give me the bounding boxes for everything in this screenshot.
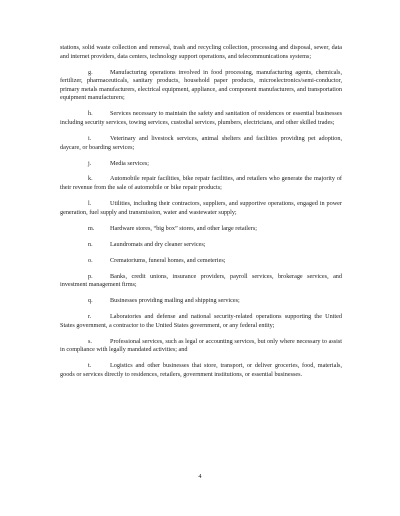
item-letter: k. — [88, 175, 93, 183]
item-letter: p. — [88, 272, 93, 280]
item-text: Veterinary and livestock services, animal shelters and facilities providing pet adoption, daycare, or boarding services; — [60, 134, 342, 151]
item-letter: g. — [88, 68, 93, 76]
list-item-p — [60, 273, 342, 290]
item-text: Professional services, such as legal or accounting services, but only where necessary to assist in compliance with legally mandated activities; and — [60, 337, 342, 354]
item-text: Manufacturing operations involved in food processing, manufacturing agents, chemicals, fertilizer, pharmaceuticals, sanitary products, household paper products, microelectronics/semi-conductor, primary metals manufacturers, electrical equipment, appliance, and component manufacturers, and transportation equipment manufacturers; — [60, 68, 342, 102]
item-text: Hardware stores, “big box” stores, and other large retailers; — [110, 224, 257, 232]
list-item-t — [60, 362, 342, 379]
item-letter: l. — [88, 200, 92, 208]
item-text: Media services; — [110, 159, 150, 167]
list-item-r — [60, 313, 342, 330]
item-text: Crematoriums, funeral homes, and cemeteries; — [110, 256, 226, 264]
list-item-h — [60, 110, 342, 127]
list-item-k — [60, 175, 342, 192]
list-item-i — [60, 135, 342, 152]
list-item-m — [60, 225, 342, 234]
item-text: Utilities, including their contractors, suppliers, and supportive operations, engaged in power generation, fuel supply and transmission, water and wastewater supply; — [60, 200, 342, 216]
item-letter: h. — [88, 110, 93, 118]
list-item-s — [60, 338, 342, 355]
document-body — [60, 44, 342, 387]
item-letter: n. — [88, 240, 93, 248]
list-item-j — [60, 160, 342, 169]
item-letter: j. — [88, 159, 92, 167]
item-letter: m. — [88, 224, 95, 232]
item-letter: r. — [88, 313, 92, 321]
item-text: Laboratories and defense and national security-related operations supporting the United States government, a contractor to the United States government, or any federal entity; — [60, 313, 342, 329]
list-item-o — [60, 257, 342, 266]
continuation-paragraph: stations, solid waste collection and removal, trash and recycling collection, processing and disposal, sewer, data and internet providers, data centers, technology support operations, and telecommunications systems; — [60, 44, 342, 60]
item-text: Laundromats and dry cleaner services; — [110, 240, 206, 248]
item-text: Banks, credit unions, insurance providers, payroll services, brokerage services, and investment management firms; — [60, 272, 342, 289]
item-letter: t. — [88, 362, 92, 370]
page-number: 4 — [198, 473, 202, 480]
item-text: Logistics and other businesses that store, transport, or deliver groceries, food, materials, goods or services directly to residences, retailers, government institutions, or essential businesses. — [60, 362, 342, 378]
item-text: Services necessary to maintain the safety and sanitation of residences or essential businesses including security services, towing services, custodial services, plumbers, electricians, and other skilled trades; — [60, 110, 342, 126]
list-item-l — [60, 200, 342, 217]
list-item-q — [60, 297, 342, 306]
item-letter: o. — [88, 256, 93, 264]
list-item-g — [60, 69, 342, 103]
item-letter: s. — [88, 337, 92, 345]
item-letter: q. — [88, 297, 93, 305]
list-item-n — [60, 241, 342, 250]
item-letter: i. — [88, 134, 92, 142]
item-text: Automobile repair facilities, bike repair facilities, and retailers who generate the majority of their revenue from the sale of automobile or bike repair products; — [60, 175, 342, 192]
item-text: Businesses providing mailing and shipping services; — [110, 297, 240, 305]
